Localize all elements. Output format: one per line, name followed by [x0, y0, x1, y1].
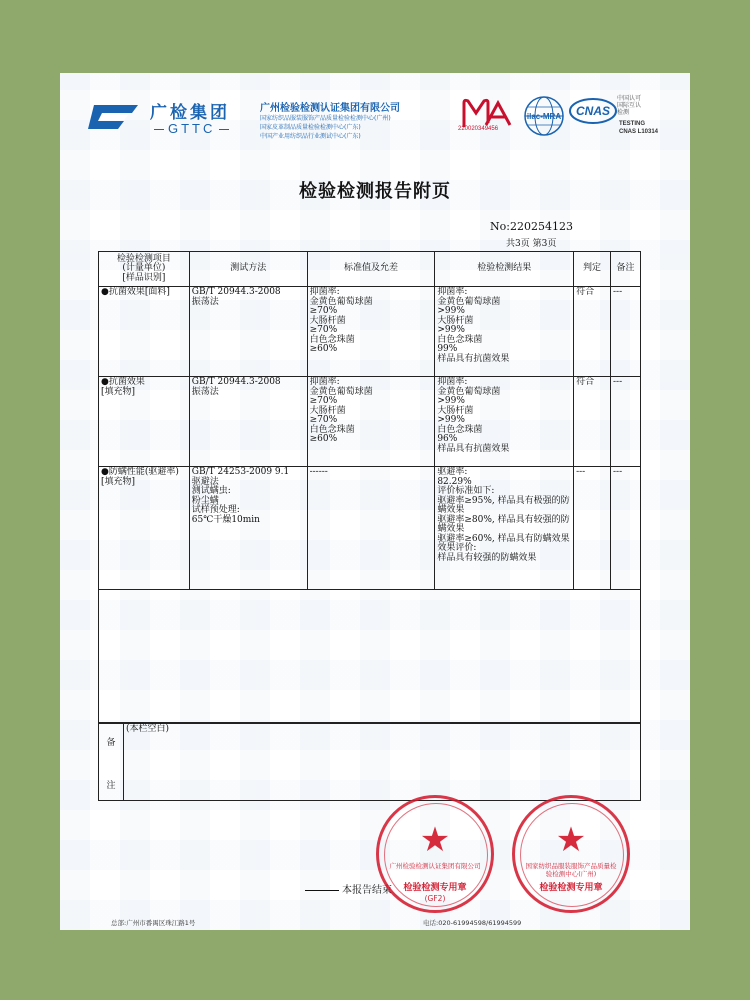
standard-text: ------	[309, 467, 328, 477]
result-text: 抑菌率: 金黄色葡萄球菌 >99% 大肠杆菌 >99% 白色念珠菌 96% 样品具有抗菌效果	[437, 377, 510, 454]
cnas-side-text: 中国认可 国际互认 检测	[617, 95, 642, 116]
ilac-mra-logo-icon	[523, 95, 565, 137]
results-table	[98, 251, 641, 723]
verdict-cell	[574, 287, 611, 377]
standard-cell	[307, 467, 435, 590]
remarks-table	[98, 723, 641, 801]
method-text: GB/T 24253-2009 9.1 驱避法 测试螨虫: 粉尘螨 试样预处理: 65℃干燥10min	[191, 467, 290, 525]
seal-use-text: 检验检测专用章	[403, 883, 467, 893]
report-page	[60, 73, 690, 930]
item-cell	[99, 377, 190, 467]
table-row	[99, 287, 641, 377]
organization-subtitle: 中国产业用纺织品行业测试中心(广东)	[260, 133, 361, 140]
remarks-content: (本栏空白)	[126, 724, 170, 734]
result-cell	[435, 377, 574, 467]
table-row	[99, 377, 641, 467]
table-header-row	[99, 252, 641, 287]
organization-name: 广州检验检测认证集团有限公司	[260, 103, 400, 114]
remark-cell	[611, 467, 641, 590]
gttc-logo-icon	[88, 99, 142, 137]
column-header	[99, 252, 190, 287]
column-header: 标准值及允差	[307, 252, 435, 287]
result-cell	[435, 467, 574, 590]
remarks-label-cell	[99, 724, 124, 801]
method-cell	[189, 287, 307, 377]
remark-text: ---	[613, 287, 623, 297]
remark-text: ---	[613, 377, 623, 387]
svg-text:CNAS: CNAS	[575, 104, 611, 118]
seal-use-text: 检验检测专用章	[539, 883, 603, 893]
verdict-text: 符合	[576, 377, 595, 387]
cnas-logo-icon	[568, 96, 618, 126]
testing-text: TESTING	[619, 121, 646, 127]
official-seal	[512, 795, 630, 913]
organization-subtitle: 国家皮革制品质量检验检测中心(广东)	[260, 124, 361, 131]
standard-cell	[307, 377, 435, 467]
table-row	[99, 467, 641, 590]
item-text: ●防螨性能(驱避率)[填充物]	[101, 467, 179, 487]
standard-cell	[307, 287, 435, 377]
logo-text-en: GTTC	[150, 121, 233, 136]
report-end-text: 本报告结束	[305, 881, 392, 896]
result-text: 抑菌率: 金黄色葡萄球菌 >99% 大肠杆菌 >99% 白色念珠菌 99% 样品具有抗菌效果	[437, 287, 510, 364]
remarks-row	[99, 724, 641, 801]
remark-text: ---	[613, 467, 623, 477]
column-header: 备注	[611, 252, 641, 287]
testing-label	[619, 120, 658, 136]
cma-number: 220020349456	[458, 126, 499, 132]
item-text: ●抗菌效果[面料]	[101, 287, 170, 297]
verdict-cell	[574, 467, 611, 590]
organization-subtitle: 国家纺织品服装服饰产品质量检验检测中心(广州)	[260, 115, 391, 122]
seal-org-name: 广州检验检测认证集团有限公司	[389, 862, 481, 870]
table-empty-row	[99, 590, 641, 723]
column-header-text: 检验检测项目 (计量单位) [样品识别]	[116, 253, 171, 283]
remark-cell	[611, 287, 641, 377]
verdict-cell	[574, 377, 611, 467]
item-cell	[99, 467, 190, 590]
page-info: 共3页 第3页	[506, 239, 557, 249]
seal-star-icon: ★	[419, 820, 451, 860]
report-number: No:220254123	[490, 220, 573, 233]
footer-address: 总部:广州市番禺区珠江路1号	[111, 919, 196, 927]
verdict-text: 符合	[576, 287, 595, 297]
standard-text: 抑菌率: 金黄色葡萄球菌 ≥70% 大肠杆菌 ≥70% 白色念珠菌 ≥60%	[309, 287, 373, 354]
seal-star-icon: ★	[555, 820, 587, 860]
remarks-label-top: 备	[106, 737, 116, 748]
column-header: 检验检测结果	[435, 252, 574, 287]
method-cell	[189, 467, 307, 590]
verdict-text: ---	[576, 467, 586, 477]
method-text: GB/T 20944.3-2008 振荡法	[191, 287, 281, 307]
empty-cell	[99, 590, 641, 723]
logo-text-cn: 广检集团	[150, 103, 230, 123]
page-title: 检验检测报告附页	[299, 181, 451, 202]
column-header: 判定	[574, 252, 611, 287]
remark-cell	[611, 377, 641, 467]
remarks-label-bottom: 注	[106, 781, 116, 791]
item-cell	[99, 287, 190, 377]
result-cell	[435, 287, 574, 377]
cnas-number: CNAS L10314	[619, 129, 659, 135]
svg-text:ilac-MRA: ilac-MRA	[526, 112, 562, 121]
result-text: 驱避率: 82.29% 评价标准如下: 驱避率≥95%, 样品具有极强的防螨效果 驱避率≥80%, 样品具有较强的防螨效果 驱避率≥60%, 样品具有防螨效果 效果评价: 样品具有较强的防螨效果	[437, 467, 570, 563]
standard-text: 抑菌率: 金黄色葡萄球菌 ≥70% 大肠杆菌 ≥70% 白色念珠菌 ≥60%	[309, 377, 373, 444]
seal-code-text: (GF2)	[424, 894, 446, 903]
column-header: 测试方法	[189, 252, 307, 287]
footer-phone: 电话:020-61994598/61994599	[423, 919, 522, 927]
remarks-content-cell	[124, 724, 641, 801]
item-text: ●抗菌效果 [填充物]	[101, 377, 145, 397]
method-cell	[189, 377, 307, 467]
official-seal	[376, 795, 494, 913]
seal-org-name: 国家纺织品服装服饰产品质量检验检测中心(广州)	[525, 862, 617, 878]
method-text: GB/T 20944.3-2008 振荡法	[191, 377, 281, 397]
